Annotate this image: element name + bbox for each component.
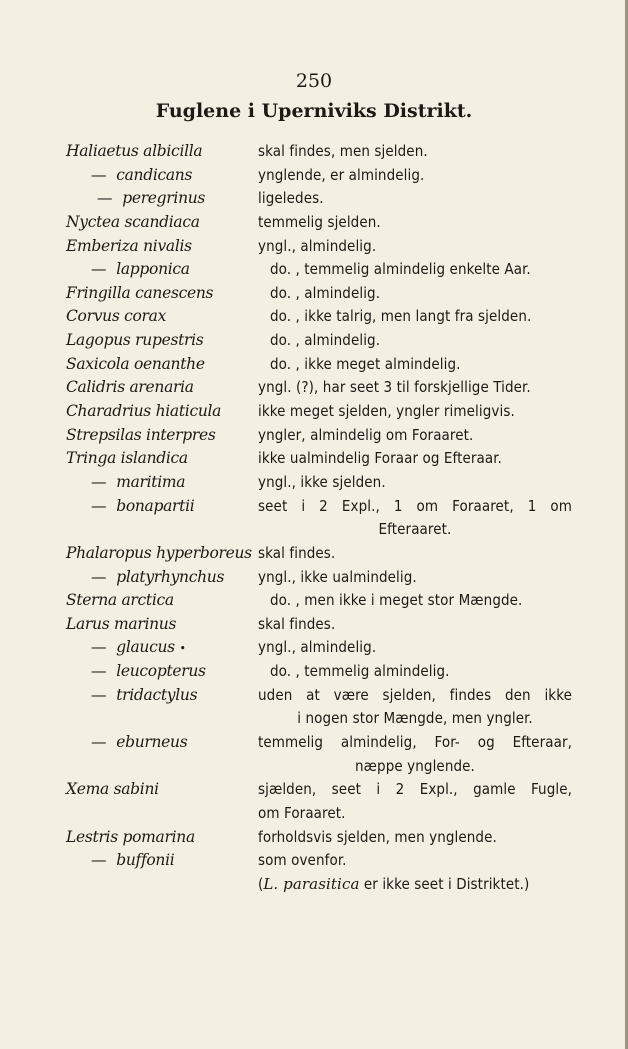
ditto-dash: — [91, 685, 107, 704]
footnote-species: L. parasitica [263, 874, 360, 893]
species-note: temmelig almindelig, For- og Efteraar, [258, 733, 572, 752]
species-name: Tringa islandica [66, 449, 188, 468]
species-note: yngl., almindelig. [258, 236, 377, 255]
species-note: seet i 2 Expl., 1 om Foraaret, 1 om [258, 496, 572, 515]
list-item [0, 826, 628, 850]
species-name: Corvus corax [66, 307, 167, 326]
species-list [0, 140, 628, 897]
footnote [0, 873, 628, 897]
species-note: temmelig sjelden. [258, 212, 381, 231]
list-item [0, 495, 628, 519]
list-item [0, 400, 628, 424]
species-note: skal findes. [258, 614, 336, 633]
list-item [0, 353, 628, 377]
list-item [0, 613, 628, 637]
species-name: Strepsilas interpres [66, 425, 216, 444]
species-note: skal findes. [258, 543, 336, 562]
list-item [0, 376, 628, 400]
page-title: Fuglene i Uperniviks Distrikt. [155, 100, 473, 122]
list-item [0, 424, 628, 448]
list-item [0, 731, 628, 755]
list-item [0, 305, 628, 329]
list-item [0, 447, 628, 471]
species-name: Xema sabini [66, 780, 159, 799]
list-item [0, 778, 628, 802]
species-note: ikke meget sjelden, yngler rimeligvis. [258, 402, 515, 421]
ditto-dash: — [91, 567, 107, 586]
species-note: do. , ikke talrig, men langt fra sjelden. [270, 307, 532, 326]
species-name: — tridactylus [91, 684, 197, 708]
species-note-continuation: næppe ynglende. [355, 756, 475, 775]
ditto-dash: — [91, 851, 107, 870]
species-name: Saxicola oenanthe [66, 354, 205, 373]
species-name: — maritima [91, 471, 185, 495]
species-note: ikke ualmindelig Foraar og Efteraar. [258, 449, 502, 468]
list-item [0, 660, 628, 684]
species-note: yngl. (?), har seet 3 til forskjellige Tider. [258, 378, 531, 397]
species-note: som ovenfor. [258, 851, 347, 870]
page-number: 250 [295, 70, 333, 92]
species-name: Phalaropus hyperboreus [66, 543, 252, 562]
ditto-dash: — [91, 496, 107, 515]
species-note: do. , temmelig almindelig enkelte Aar. [270, 260, 531, 279]
list-item [0, 140, 628, 164]
species-note-continuation: Efteraaret. [378, 520, 452, 539]
list-item-continuation [0, 755, 628, 779]
list-item [0, 164, 628, 188]
species-note: do. , men ikke i meget stor Mængde. [270, 591, 523, 610]
species-note-continuation: om Foraaret. [258, 803, 346, 822]
species-name: Haliaetus albicilla [66, 142, 203, 160]
species-note: do. , almindelig. [270, 283, 381, 302]
list-item [0, 258, 628, 282]
species-note: uden at være sjelden, findes den ikke [258, 685, 572, 704]
ditto-dash: — [91, 260, 107, 279]
species-name: Calidris arenaria [66, 378, 194, 397]
species-name: — eburneus [91, 731, 187, 755]
footnote-text: (L. parasitica er ikke seet i Distriktet.) [258, 874, 530, 893]
species-note: ynglende, er almindelig. [258, 165, 425, 184]
marker: • [179, 642, 186, 656]
species-name: Sterna arctica [66, 591, 174, 610]
list-item [0, 471, 628, 495]
ditto-dash: — [91, 165, 107, 184]
species-note: forholdsvis sjelden, men ynglende. [258, 827, 497, 846]
species-name: Lestris pomarina [66, 827, 195, 846]
ditto-dash: — [91, 638, 107, 657]
species-note: skal findes, men sjelden. [258, 142, 428, 160]
list-item [0, 566, 628, 590]
species-name: Emberiza nivalis [66, 236, 192, 255]
species-name: Larus marinus [66, 614, 177, 633]
species-note: yngl., ikke sjelden. [258, 472, 386, 491]
list-item [0, 636, 628, 660]
species-name: — leucopterus [91, 660, 206, 684]
list-item-continuation [0, 518, 628, 542]
species-name: — glaucus • [91, 636, 186, 661]
species-note: do. , almindelig. [270, 331, 381, 350]
species-name: — buffonii [91, 849, 174, 873]
list-item [0, 329, 628, 353]
species-note: do. , ikke meget almindelig. [270, 354, 461, 373]
species-note: yngler, almindelig om Foraaret. [258, 425, 474, 444]
species-name: — bonapartii [91, 495, 194, 519]
species-name: — candicans [91, 164, 192, 188]
species-note-continuation: i nogen stor Mængde, men yngler. [297, 709, 533, 728]
list-item-continuation [0, 707, 628, 731]
species-note: ligeledes. [258, 189, 324, 208]
ditto-dash: — [91, 472, 107, 491]
list-item [0, 282, 628, 306]
list-item [0, 849, 628, 873]
species-note: do. , temmelig almindelig. [270, 662, 450, 681]
ditto-dash: — [91, 733, 107, 752]
species-name: — platyrhynchus [91, 566, 224, 590]
ditto-dash: — [97, 189, 113, 208]
species-name: Fringilla canescens [66, 283, 214, 302]
species-name: Charadrius hiaticula [66, 402, 222, 421]
list-item [0, 542, 628, 566]
ditto-dash: — [91, 662, 107, 681]
species-note: sjælden, seet i 2 Expl., gamle Fugle, [258, 780, 572, 799]
species-note: yngl., almindelig. [258, 638, 377, 657]
list-item-continuation [0, 802, 628, 826]
species-name: — peregrinus [97, 187, 205, 211]
species-name: — lapponica [91, 258, 190, 282]
species-name: Lagopus rupestris [66, 331, 204, 350]
list-item [0, 589, 628, 613]
species-name: Nyctea scandiaca [66, 212, 200, 231]
list-item [0, 684, 628, 708]
list-item [0, 235, 628, 259]
list-item [0, 211, 628, 235]
list-item [0, 187, 628, 211]
species-note: yngl., ikke ualmindelig. [258, 567, 417, 586]
